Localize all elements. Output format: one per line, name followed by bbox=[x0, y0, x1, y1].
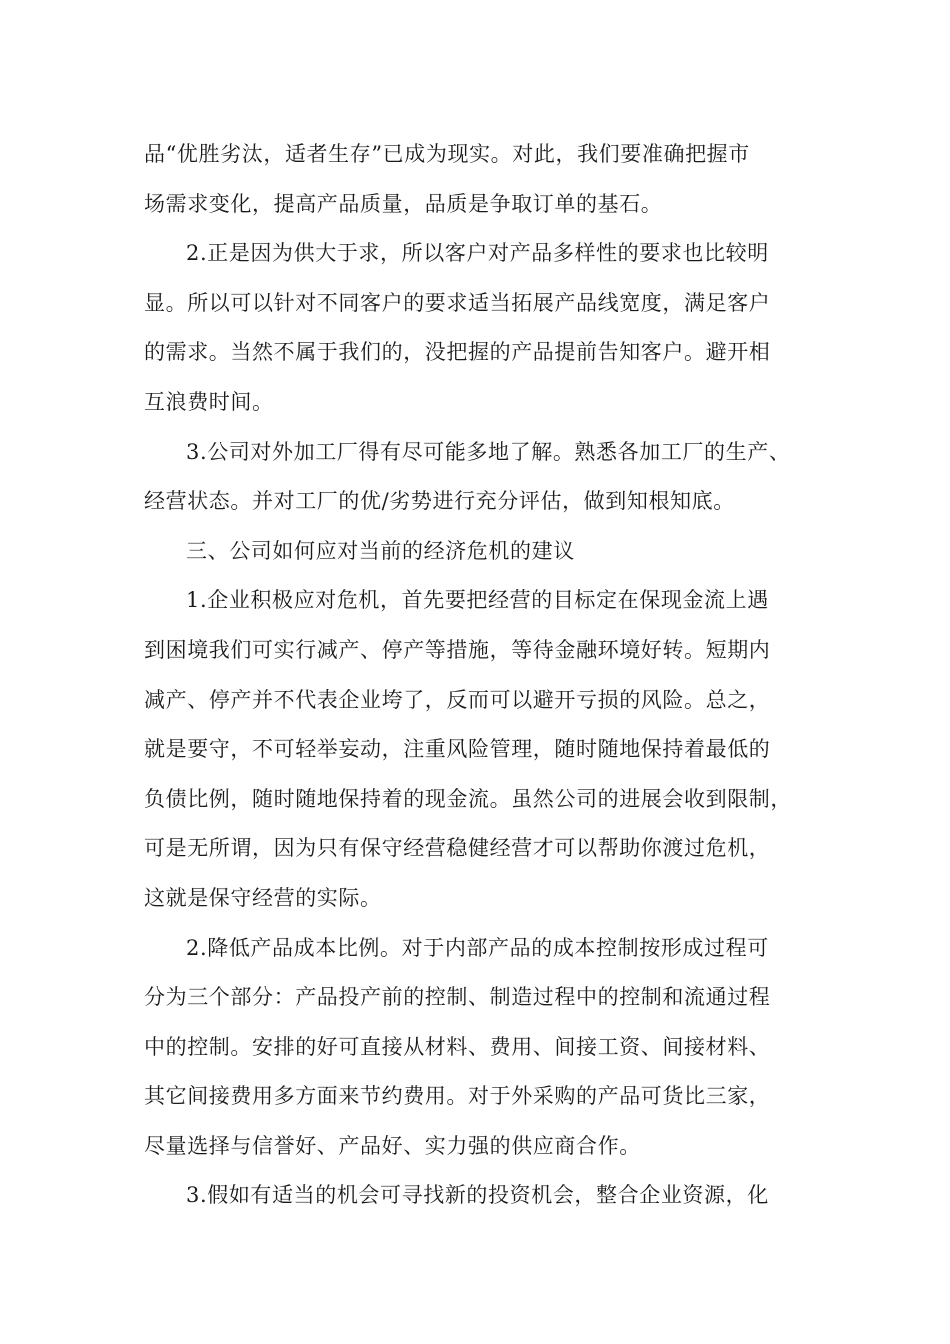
text-line: 2.降低产品成本比例。对于内部产品的成本控制按形成过程可 bbox=[186, 935, 769, 960]
text-line: 场需求变化，提高产品质量，品质是争取订单的基石。 bbox=[144, 191, 663, 216]
text-line: 品“优胜劣汰，适者生存”已成为现实。对此，我们要准确把握市 bbox=[144, 142, 750, 166]
text-line: 显。所以可以针对不同客户的要求适当拓展产品线宽度，满足客户 bbox=[144, 290, 771, 315]
text-line: 就是要守，不可轻举妄动，注重风险管理，随时随地保持着最低的 bbox=[144, 737, 771, 762]
text-line: 经营状态。并对工厂的优/劣势进行充分评估，做到知根知底。 bbox=[144, 489, 735, 514]
text-line: 其它间接费用多方面来节约费用。对于外采购的产品可货比三家， bbox=[144, 1084, 771, 1109]
text-line: 2.正是因为供大于求，所以客户对产品多样性的要求也比较明 bbox=[186, 241, 769, 266]
text-line: 分为三个部分：产品投产前的控制、制造过程中的控制和流通过程 bbox=[144, 985, 771, 1010]
text-line: 减产、停产并不代表企业垮了，反而可以避开亏损的风险。总之， bbox=[144, 687, 771, 712]
text-line: 负债比例，随时随地保持着的现金流。虽然公司的进展会收到限制， bbox=[144, 786, 792, 811]
document-body bbox=[144, 130, 810, 1221]
text-line: 1.企业积极应对危机，首先要把经营的目标定在保现金流上遇 bbox=[186, 588, 769, 613]
text-line: 3.假如有适当的机会可寻找新的投资机会，整合企业资源，化 bbox=[186, 1183, 769, 1208]
text-line: 中的控制。安排的好可直接从材料、费用、间接工资、间接材料、 bbox=[144, 1034, 771, 1059]
text-line: 可是无所谓，因为只有保守经营稳健经营才可以帮助你渡过危机， bbox=[144, 836, 771, 861]
text-line: 尽量选择与信誉好、产品好、实力强的供应商合作。 bbox=[144, 1133, 641, 1158]
text-line: 这就是保守经营的实际。 bbox=[144, 885, 382, 910]
text-line: 互浪费时间。 bbox=[144, 389, 274, 414]
text-line: 的需求。当然不属于我们的，没把握的产品提前告知客户。避开相 bbox=[144, 340, 771, 365]
section-heading: 三、公司如何应对当前的经济危机的建议 bbox=[186, 538, 575, 563]
text-line: 到困境我们可实行减产、停产等措施，等待金融环境好转。短期内 bbox=[144, 637, 771, 662]
text-line: 3.公司对外加工厂得有尽可能多地了解。熟悉各加工厂的生产、 bbox=[186, 439, 791, 464]
